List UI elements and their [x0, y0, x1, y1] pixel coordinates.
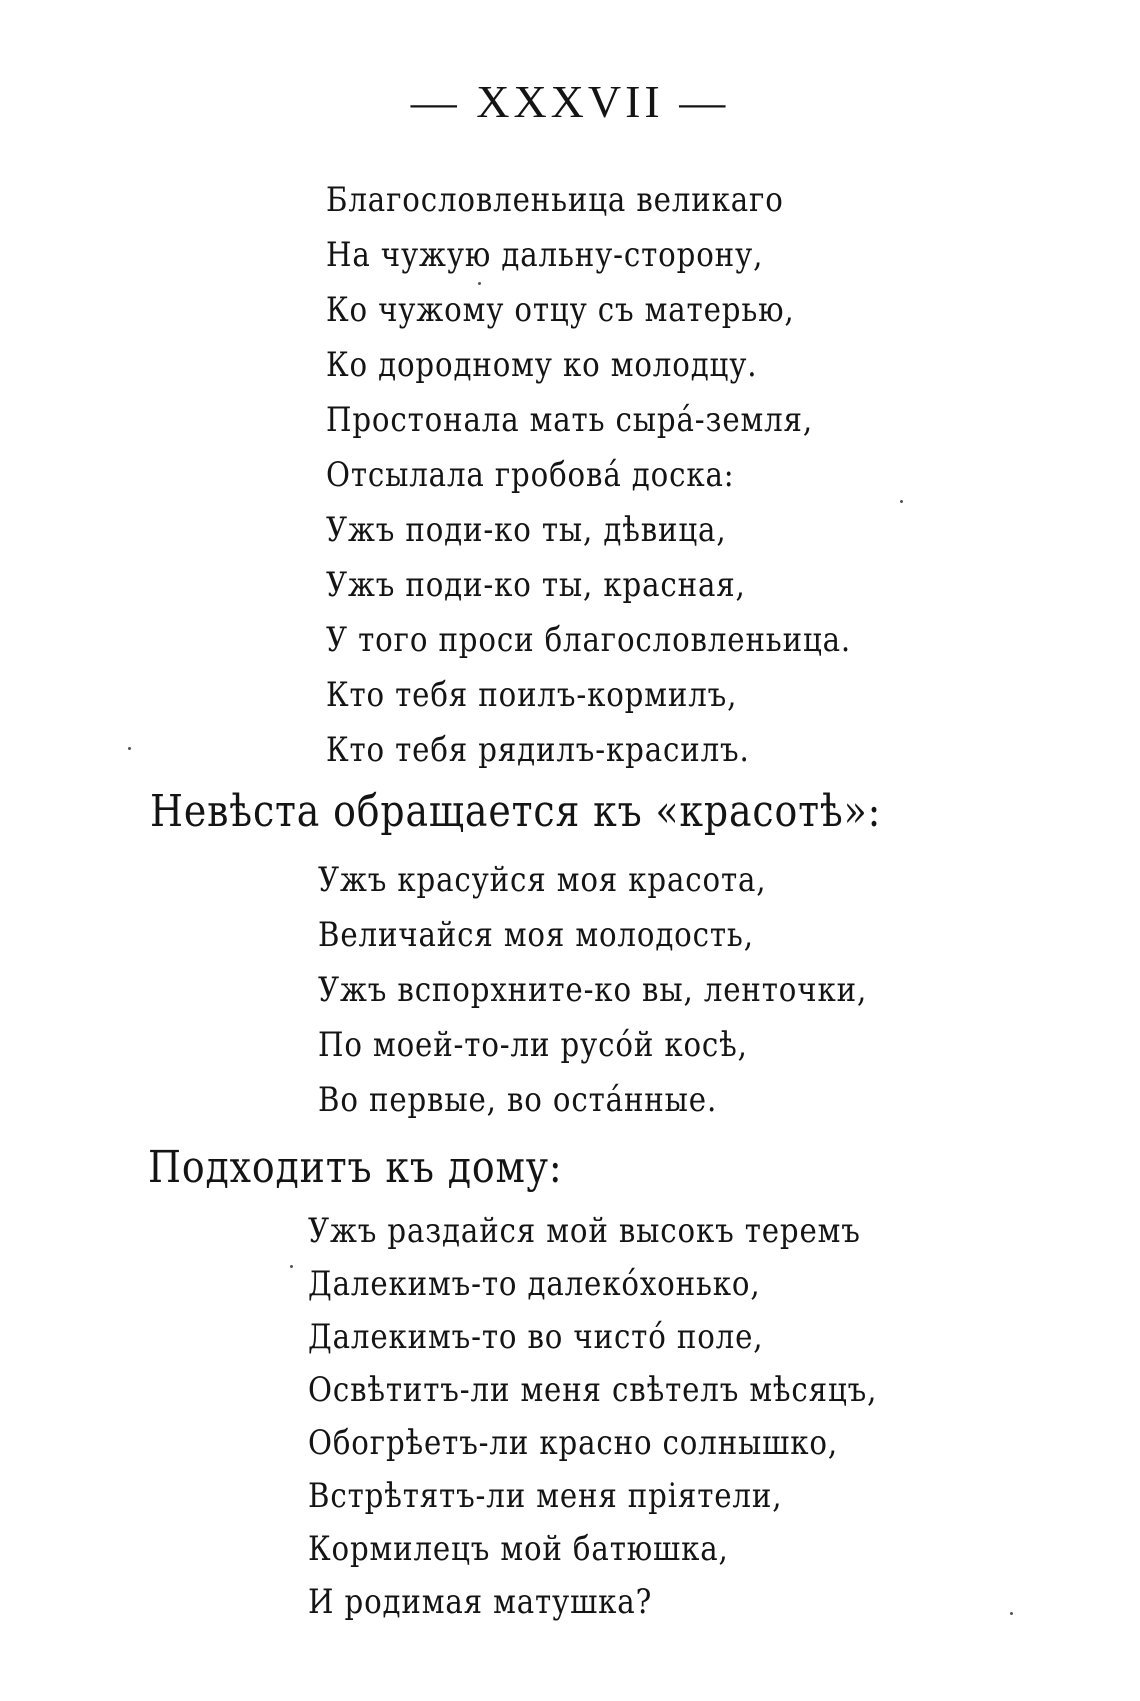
verse-line: На чужую дальну-сторону, — [326, 235, 764, 275]
verse-line: Ужъ поди-ко ты, дѣвица, — [326, 510, 727, 550]
print-speck — [900, 500, 903, 503]
verse-line: Ужъ вспорхните-ко вы, ленточки, — [318, 970, 868, 1010]
verse-line: Отсылала гробова́ доска: — [326, 455, 735, 495]
verse-line: Далекимъ-то во чисто́ поле, — [308, 1317, 764, 1357]
section-heading-bride-to-beauty: Невѣста обращается къ «красотѣ»: — [150, 786, 882, 837]
verse-line: У того проси благословленьица. — [326, 620, 852, 660]
section-heading-approaching-house: Подходитъ къ дому: — [148, 1142, 563, 1193]
print-speck — [128, 747, 131, 750]
verse-line: Кормилецъ мой батюшка, — [308, 1529, 729, 1569]
verse-line: Ко чужому отцу съ матерью, — [326, 290, 795, 330]
verse-line: Кто тебя рядилъ-красилъ. — [326, 730, 750, 770]
verse-line: Далекимъ-то далеко́хонько, — [308, 1264, 761, 1304]
verse-line: Кто тебя поилъ-кормилъ, — [326, 675, 738, 715]
verse-line: И родимая матушка? — [308, 1582, 653, 1622]
verse-line: Во первые, во оста́нные. — [318, 1080, 718, 1120]
verse-line: Ужъ поди-ко ты, красная, — [326, 565, 746, 605]
print-speck — [1010, 1612, 1013, 1615]
verse-line: Благословленьица великаго — [326, 180, 784, 220]
print-speck — [290, 1265, 293, 1268]
verse-line: Ко дородному ко молодцу. — [326, 345, 758, 385]
verse-line: По моей-то-ли русо́й косѣ, — [318, 1025, 748, 1065]
song-stanza-3 — [308, 1205, 970, 1629]
verse-line: Величайся моя молодость, — [318, 915, 754, 955]
print-speck — [478, 282, 481, 285]
song-stanza-1 — [326, 173, 937, 778]
verse-line: Обогрѣетъ-ли красно солнышко, — [308, 1423, 838, 1463]
page-number: — XXXVII — — [410, 76, 730, 127]
verse-line: Ужъ раздайся мой высокъ теремъ — [308, 1211, 861, 1251]
verse-line: Освѣтитъ-ли меня свѣтелъ мѣсяцъ, — [308, 1370, 878, 1410]
song-stanza-2 — [318, 853, 956, 1128]
verse-line: Ужъ красуйся моя красота, — [318, 860, 767, 900]
verse-line: Простонала мать сыра́-земля, — [326, 400, 813, 440]
verse-line: Встрѣтятъ-ли меня пріятели, — [308, 1476, 783, 1516]
